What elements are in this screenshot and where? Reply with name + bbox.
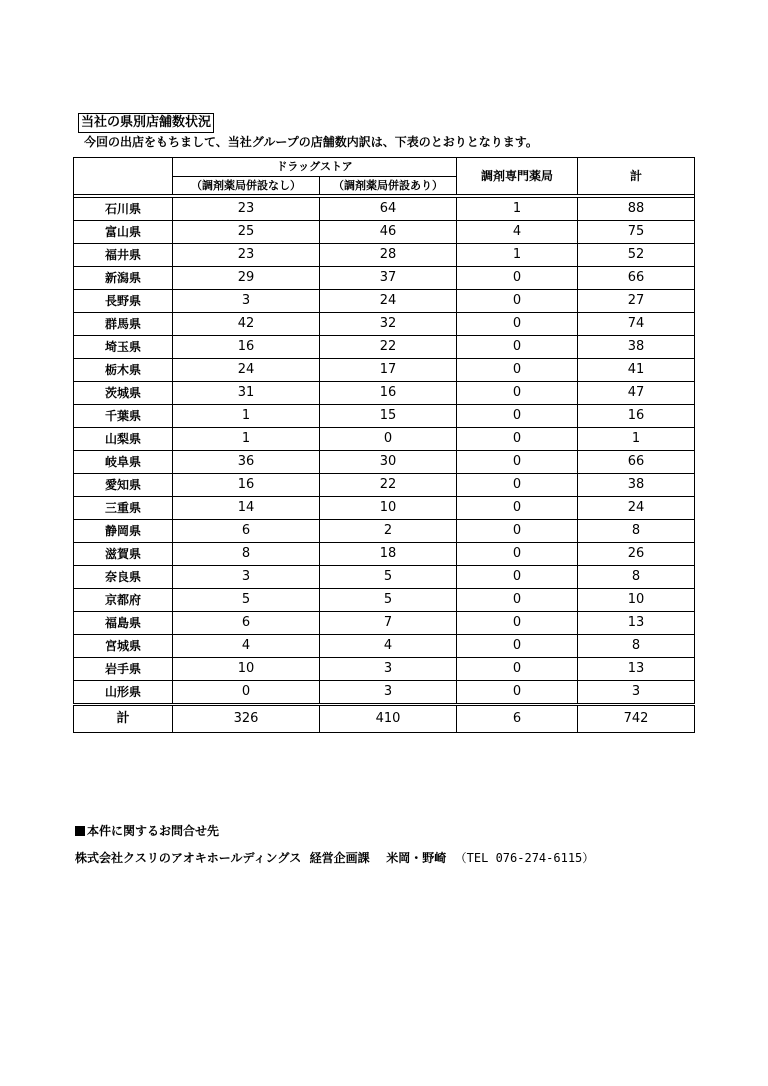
prefecture-cell: 栃木県	[74, 359, 173, 382]
dispensing-only-cell: 0	[457, 681, 578, 705]
row-total-cell: 75	[578, 221, 695, 244]
with-dispensing-cell: 46	[320, 221, 457, 244]
row-total-cell: 10	[578, 589, 695, 612]
table-row	[74, 543, 695, 566]
prefecture-cell: 群馬県	[74, 313, 173, 336]
store-count-table	[73, 157, 695, 733]
dispensing-only-cell: 0	[457, 267, 578, 290]
dispensing-only-cell: 0	[457, 382, 578, 405]
row-total-cell: 47	[578, 382, 695, 405]
with-dispensing-cell: 10	[320, 497, 457, 520]
prefecture-cell: 静岡県	[74, 520, 173, 543]
contact-names: 米岡・野崎	[386, 851, 447, 865]
row-total-cell: 13	[578, 658, 695, 681]
without-dispensing-cell: 6	[173, 520, 320, 543]
table-row	[74, 658, 695, 681]
table-row	[74, 589, 695, 612]
without-dispensing-cell: 3	[173, 290, 320, 313]
without-dispensing-cell: 14	[173, 497, 320, 520]
with-dispensing-cell: 5	[320, 589, 457, 612]
prefecture-cell: 岐阜県	[74, 451, 173, 474]
dispensing-only-cell: 0	[457, 290, 578, 313]
contact-line	[75, 850, 594, 866]
without-dispensing-cell: 29	[173, 267, 320, 290]
row-total-cell: 8	[578, 520, 695, 543]
header-total: 計	[578, 158, 695, 195]
row-total-cell: 1	[578, 428, 695, 451]
total-with-dispensing: 410	[320, 705, 457, 733]
total-without-dispensing: 326	[173, 705, 320, 733]
table-row	[74, 635, 695, 658]
table-row	[74, 681, 695, 705]
row-total-cell: 74	[578, 313, 695, 336]
with-dispensing-cell: 3	[320, 681, 457, 705]
table-row	[74, 520, 695, 543]
with-dispensing-cell: 5	[320, 566, 457, 589]
dispensing-only-cell: 0	[457, 520, 578, 543]
table-row	[74, 382, 695, 405]
with-dispensing-cell: 4	[320, 635, 457, 658]
total-dispensing-only: 6	[457, 705, 578, 733]
with-dispensing-cell: 17	[320, 359, 457, 382]
without-dispensing-cell: 23	[173, 244, 320, 267]
row-total-cell: 66	[578, 451, 695, 474]
prefecture-cell: 山梨県	[74, 428, 173, 451]
table-row	[74, 198, 695, 221]
square-bullet-icon	[75, 826, 85, 836]
prefecture-cell: 三重県	[74, 497, 173, 520]
dispensing-only-cell: 0	[457, 658, 578, 681]
prefecture-cell: 石川県	[74, 198, 173, 221]
prefecture-cell: 茨城県	[74, 382, 173, 405]
prefecture-cell: 京都府	[74, 589, 173, 612]
without-dispensing-cell: 4	[173, 635, 320, 658]
with-dispensing-cell: 22	[320, 474, 457, 497]
contact-tel: （TEL 076-274-6115）	[454, 851, 595, 865]
row-total-cell: 38	[578, 336, 695, 359]
header-empty-corner	[74, 158, 173, 195]
with-dispensing-cell: 30	[320, 451, 457, 474]
prefecture-cell: 滋賀県	[74, 543, 173, 566]
dispensing-only-cell: 0	[457, 566, 578, 589]
dispensing-only-cell: 4	[457, 221, 578, 244]
intro-text: 今回の出店をもちまして、当社グループの店舗数内訳は、下表のとおりとなります。	[84, 135, 538, 149]
with-dispensing-cell: 3	[320, 658, 457, 681]
prefecture-cell: 愛知県	[74, 474, 173, 497]
dispensing-only-cell: 0	[457, 451, 578, 474]
prefecture-cell: 富山県	[74, 221, 173, 244]
row-total-cell: 13	[578, 612, 695, 635]
without-dispensing-cell: 1	[173, 428, 320, 451]
table-row	[74, 359, 695, 382]
prefecture-cell: 千葉県	[74, 405, 173, 428]
table-row	[74, 221, 695, 244]
header-without-dispensing: （調剤薬局併設なし）	[173, 176, 320, 195]
table-row	[74, 313, 695, 336]
row-total-cell: 38	[578, 474, 695, 497]
prefecture-cell: 福島県	[74, 612, 173, 635]
section-title: 当社の県別店舗数状況	[78, 113, 214, 133]
without-dispensing-cell: 31	[173, 382, 320, 405]
row-total-cell: 26	[578, 543, 695, 566]
without-dispensing-cell: 1	[173, 405, 320, 428]
without-dispensing-cell: 0	[173, 681, 320, 705]
dispensing-only-cell: 1	[457, 244, 578, 267]
without-dispensing-cell: 16	[173, 474, 320, 497]
dispensing-only-cell: 0	[457, 313, 578, 336]
with-dispensing-cell: 2	[320, 520, 457, 543]
table-row	[74, 267, 695, 290]
table-row	[74, 428, 695, 451]
with-dispensing-cell: 0	[320, 428, 457, 451]
dispensing-only-cell: 0	[457, 543, 578, 566]
row-total-cell: 52	[578, 244, 695, 267]
with-dispensing-cell: 16	[320, 382, 457, 405]
row-total-cell: 66	[578, 267, 695, 290]
row-total-cell: 24	[578, 497, 695, 520]
prefecture-cell: 奈良県	[74, 566, 173, 589]
prefecture-cell: 岩手県	[74, 658, 173, 681]
contact-company: 株式会社クスリのアオキホールディングス	[75, 851, 302, 865]
dispensing-only-cell: 0	[457, 336, 578, 359]
prefecture-cell: 長野県	[74, 290, 173, 313]
with-dispensing-cell: 24	[320, 290, 457, 313]
without-dispensing-cell: 16	[173, 336, 320, 359]
row-total-cell: 16	[578, 405, 695, 428]
with-dispensing-cell: 22	[320, 336, 457, 359]
totals-label: 計	[74, 705, 173, 733]
dispensing-only-cell: 0	[457, 612, 578, 635]
dispensing-only-cell: 0	[457, 474, 578, 497]
dispensing-only-cell: 0	[457, 635, 578, 658]
prefecture-cell: 埼玉県	[74, 336, 173, 359]
table-row	[74, 566, 695, 589]
header-drugstore: ドラッグストア	[173, 158, 457, 177]
with-dispensing-cell: 28	[320, 244, 457, 267]
row-total-cell: 27	[578, 290, 695, 313]
contact-title: 本件に関するお問合せ先	[87, 824, 220, 838]
without-dispensing-cell: 36	[173, 451, 320, 474]
row-total-cell: 3	[578, 681, 695, 705]
without-dispensing-cell: 6	[173, 612, 320, 635]
without-dispensing-cell: 24	[173, 359, 320, 382]
without-dispensing-cell: 10	[173, 658, 320, 681]
header-with-dispensing: （調剤薬局併設あり）	[320, 176, 457, 195]
row-total-cell: 8	[578, 566, 695, 589]
with-dispensing-cell: 37	[320, 267, 457, 290]
contact-heading	[75, 823, 219, 839]
contact-dept: 経営企画課	[309, 851, 370, 865]
table-row	[74, 451, 695, 474]
header-dispensing-only: 調剤専門薬局	[457, 158, 578, 195]
table-row	[74, 612, 695, 635]
dispensing-only-cell: 0	[457, 405, 578, 428]
without-dispensing-cell: 23	[173, 198, 320, 221]
dispensing-only-cell: 0	[457, 589, 578, 612]
prefecture-cell: 山形県	[74, 681, 173, 705]
table-row	[74, 244, 695, 267]
dispensing-only-cell: 0	[457, 497, 578, 520]
row-total-cell: 8	[578, 635, 695, 658]
without-dispensing-cell: 3	[173, 566, 320, 589]
prefecture-cell: 新潟県	[74, 267, 173, 290]
dispensing-only-cell: 1	[457, 198, 578, 221]
table-row	[74, 474, 695, 497]
prefecture-cell: 宮城県	[74, 635, 173, 658]
with-dispensing-cell: 64	[320, 198, 457, 221]
totals-row	[74, 705, 695, 733]
row-total-cell: 88	[578, 198, 695, 221]
table-row	[74, 290, 695, 313]
without-dispensing-cell: 5	[173, 589, 320, 612]
prefecture-cell: 福井県	[74, 244, 173, 267]
with-dispensing-cell: 32	[320, 313, 457, 336]
without-dispensing-cell: 25	[173, 221, 320, 244]
dispensing-only-cell: 0	[457, 428, 578, 451]
table-row	[74, 336, 695, 359]
without-dispensing-cell: 8	[173, 543, 320, 566]
row-total-cell: 41	[578, 359, 695, 382]
with-dispensing-cell: 15	[320, 405, 457, 428]
with-dispensing-cell: 7	[320, 612, 457, 635]
with-dispensing-cell: 18	[320, 543, 457, 566]
dispensing-only-cell: 0	[457, 359, 578, 382]
table-row	[74, 497, 695, 520]
without-dispensing-cell: 42	[173, 313, 320, 336]
table-row	[74, 405, 695, 428]
grand-total: 742	[578, 705, 695, 733]
